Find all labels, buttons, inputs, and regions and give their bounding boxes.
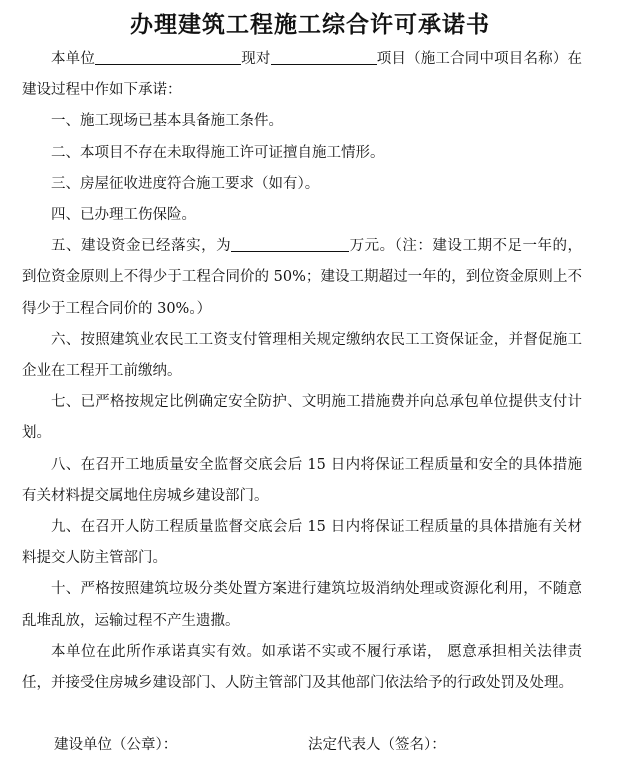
intro-paragraph xyxy=(22,44,582,106)
commitment-item-5 xyxy=(22,231,582,325)
commitment-item-3: 三、房屋征收进度符合施工要求（如有）。 xyxy=(51,175,320,192)
commitment-item-9: 九、在召开人防工程质量监督交底会后 15 日内将保证工程质量的具体措施有关材料提交人防主管部门。 xyxy=(22,519,582,567)
commitment-item-4: 四、已办理工伤保险。 xyxy=(51,207,196,224)
commitment-item-6: 六、按照建筑业农民工工资支付管理相关规定缴纳农民工工资保证金，并督促施工企业在工程开工前缴纳。 xyxy=(22,331,582,380)
legal-representative-signature-label: 法定代表人（签名）： xyxy=(308,737,446,753)
intro-project-suffix: 项目（施工合同中项目名称）在建设过程中作如下承诺： xyxy=(22,51,583,99)
item-5-suffix: 万元。（注：建设工期不足一年的，到位资金原则上不得少于工程合同价的 50%；建设工期超过一年的，到位资金原则上不得少于工程合同价的 30%。） xyxy=(22,238,583,317)
unit-name-blank[interactable] xyxy=(95,47,241,65)
project-name-blank[interactable] xyxy=(271,47,377,65)
document-title: 办理建筑工程施工综合许可承诺书 xyxy=(130,11,490,38)
item-5-prefix: 五、建设资金已经落实，为 xyxy=(51,238,232,255)
construction-unit-seal-label: 建设单位（公章）： xyxy=(54,737,178,753)
commitment-item-2: 二、本项目不存在未取得施工许可证擅自施工情形。 xyxy=(51,144,385,161)
commitment-item-1: 一、施工现场已基本具备施工条件。 xyxy=(51,113,283,130)
closing-statement: 本单位在此所作承诺真实有效。如承诺不实或不履行承诺， 愿意承担相关法律责任，并接受住房城乡建设部门、人防主管部门及其他部门依法给予的行政处罚及处理。 xyxy=(22,643,582,692)
commitment-item-8: 八、在召开工地质量安全监督交底会后 15 日内将保证工程质量和安全的具体措施有关材料提交属地住房城乡建设部门。 xyxy=(22,456,582,504)
intro-unit-label: 本单位 xyxy=(51,51,96,67)
document-body xyxy=(22,44,582,699)
commitment-item-7: 七、已严格按规定比例确定安全防护、文明施工措施费并向总承包单位提供支付计划。 xyxy=(22,394,582,442)
commitment-item-10: 十、严格按照建筑垃圾分类处置方案进行建筑垃圾消纳处理或资源化利用，不随意乱堆乱放，运输过程不产生遗撒。 xyxy=(22,581,582,629)
intro-project-label: 现对 xyxy=(241,51,271,67)
funding-amount-blank[interactable] xyxy=(231,234,349,252)
